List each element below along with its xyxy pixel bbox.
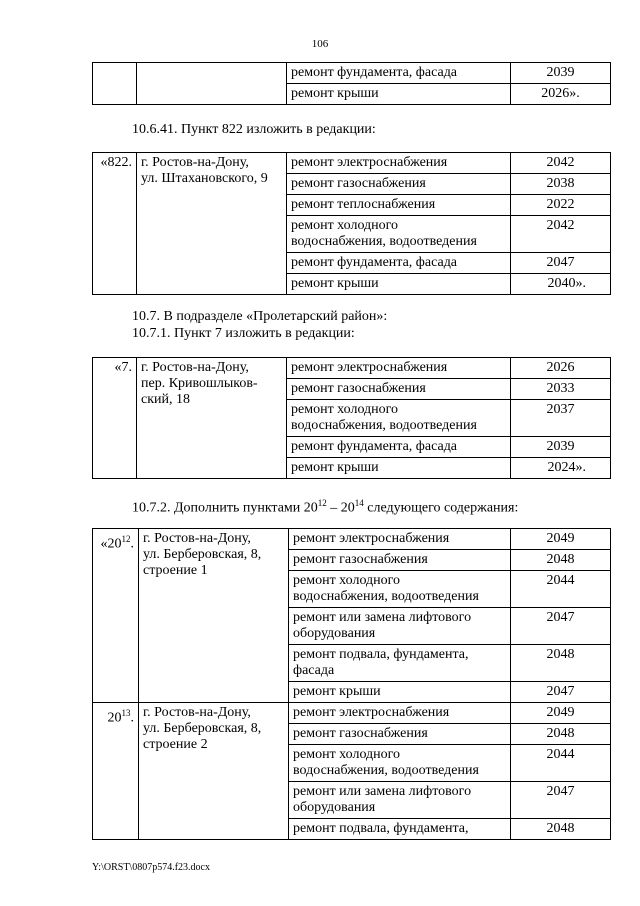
- year-cell: 2022: [511, 195, 611, 216]
- address-line: пер. Кривошлыков-: [141, 376, 258, 391]
- year-cell: 2038: [511, 174, 611, 195]
- work-line: фасада: [293, 663, 335, 678]
- superscript: 12: [317, 498, 327, 508]
- paragraph-10-7: 10.7. В подразделе «Пролетарский район»:: [132, 309, 388, 324]
- year-cell: 2048: [511, 550, 611, 571]
- year-cell: 2049: [511, 529, 611, 550]
- year-cell: 2039: [511, 437, 611, 458]
- address-cell: [139, 529, 289, 703]
- work-line: ремонт холодного: [293, 747, 401, 762]
- work-cell: [289, 782, 511, 819]
- table-row: [93, 529, 611, 550]
- work-line: ремонт холодного: [291, 218, 399, 233]
- work-line: ремонт или замена лифтового: [293, 784, 472, 799]
- work-cell: ремонт фундамента, фасада: [287, 253, 511, 274]
- number-cell: «822.: [93, 153, 137, 295]
- work-cell: ремонт газоснабжения: [287, 174, 511, 195]
- table-item-822: [92, 152, 611, 295]
- address-cell: [139, 703, 289, 840]
- work-cell: ремонт электроснабжения: [287, 358, 511, 379]
- work-line: водоснабжения, водоотведения: [291, 234, 477, 249]
- year-cell: 2042: [511, 216, 611, 253]
- work-cell: ремонт крыши: [289, 682, 511, 703]
- year-cell: 2033: [511, 379, 611, 400]
- address-cell: [137, 63, 287, 105]
- work-cell: [289, 645, 511, 682]
- work-cell: ремонт электроснабжения: [289, 529, 511, 550]
- work-cell: ремонт подвала, фундамента,: [289, 819, 511, 840]
- work-line: ремонт подвала, фундамента,: [293, 647, 469, 662]
- table-row: [93, 63, 611, 84]
- table-row: [93, 358, 611, 379]
- number-text: .: [130, 536, 134, 552]
- number-text: .: [130, 710, 134, 726]
- number-cell: [93, 529, 139, 703]
- year-cell: 2037: [511, 400, 611, 437]
- work-line: ремонт холодного: [291, 402, 399, 417]
- year-cell: 2039: [511, 63, 611, 84]
- year-cell: 2026».: [511, 84, 611, 105]
- table-items-20: [92, 528, 611, 840]
- work-cell: ремонт фундамента, фасада: [287, 437, 511, 458]
- work-cell: [287, 216, 511, 253]
- table-continuation: [92, 62, 611, 105]
- work-cell: ремонт газоснабжения: [289, 724, 511, 745]
- number-text: «20: [100, 536, 122, 552]
- address-line: г. Ростов-на-Дону,: [141, 360, 249, 375]
- work-line: водоснабжения, водоотведения: [293, 589, 479, 604]
- year-cell: 2049: [511, 703, 611, 724]
- year-cell: 2047: [511, 253, 611, 274]
- work-cell: ремонт теплоснабжения: [287, 195, 511, 216]
- year-cell: 2048: [511, 645, 611, 682]
- work-cell: ремонт электроснабжения: [287, 153, 511, 174]
- work-cell: [287, 400, 511, 437]
- paragraph-text: следующего содержания:: [363, 500, 519, 516]
- address-line: г. Ростов-на-Дону,: [143, 531, 251, 546]
- year-cell: 2042: [511, 153, 611, 174]
- page-number: 106: [311, 38, 329, 50]
- address-line: ул. Берберовская, 8,: [143, 721, 262, 736]
- year-cell: 2044: [511, 745, 611, 782]
- address-line: ул. Берберовская, 8,: [143, 547, 262, 562]
- address-line: строение 2: [143, 737, 208, 752]
- superscript: 14: [354, 498, 364, 508]
- year-cell: 2047: [511, 682, 611, 703]
- address-line: ул. Штахановского, 9: [141, 171, 268, 186]
- year-cell: 2047: [511, 782, 611, 819]
- work-cell: ремонт газоснабжения: [287, 379, 511, 400]
- work-cell: ремонт крыши: [287, 458, 511, 479]
- paragraph-10-7-2: [132, 495, 518, 517]
- address-line: строение 1: [143, 563, 208, 578]
- work-line: водоснабжения, водоотведения: [291, 418, 477, 433]
- table-row: [93, 153, 611, 174]
- work-line: ремонт или замена лифтового: [293, 610, 472, 625]
- number-superscript: 12: [121, 534, 131, 544]
- paragraph-text: – 20: [326, 500, 355, 516]
- work-cell: ремонт фундамента, фасада: [287, 63, 511, 84]
- work-line: водоснабжения, водоотведения: [293, 763, 479, 778]
- year-cell: 2044: [511, 571, 611, 608]
- paragraph-10-7-1: 10.7.1. Пункт 7 изложить в редакции:: [132, 326, 355, 341]
- year-cell: 2024».: [511, 458, 611, 479]
- year-cell: 2047: [511, 608, 611, 645]
- address-line: ский, 18: [141, 392, 190, 407]
- work-cell: ремонт крыши: [287, 84, 511, 105]
- work-cell: ремонт крыши: [287, 274, 511, 295]
- year-cell: 2048: [511, 724, 611, 745]
- work-cell: [289, 608, 511, 645]
- footer-file-path: Y:\ORST\0807p574.f23.docx: [92, 862, 210, 873]
- number-text: 20: [107, 710, 122, 726]
- work-cell: ремонт газоснабжения: [289, 550, 511, 571]
- work-cell: ремонт электроснабжения: [289, 703, 511, 724]
- table-item-7: [92, 357, 611, 479]
- paragraph-text: 10.7.2. Дополнить пунктами 20: [132, 500, 318, 516]
- work-cell: [289, 571, 511, 608]
- paragraph-10-6-41: 10.6.41. Пункт 822 изложить в редакции:: [132, 122, 376, 137]
- address-cell: [137, 153, 287, 295]
- year-cell: 2048: [511, 819, 611, 840]
- number-superscript: 13: [121, 708, 131, 718]
- year-cell: 2026: [511, 358, 611, 379]
- year-cell: 2040».: [511, 274, 611, 295]
- number-cell: «7.: [93, 358, 137, 479]
- work-cell: [289, 745, 511, 782]
- work-line: оборудования: [293, 800, 376, 815]
- work-line: оборудования: [293, 626, 376, 641]
- number-cell: [93, 703, 139, 840]
- address-cell: [137, 358, 287, 479]
- number-cell: [93, 63, 137, 105]
- address-line: г. Ростов-на-Дону,: [141, 155, 249, 170]
- table-row: [93, 703, 611, 724]
- work-line: ремонт холодного: [293, 573, 401, 588]
- address-line: г. Ростов-на-Дону,: [143, 705, 251, 720]
